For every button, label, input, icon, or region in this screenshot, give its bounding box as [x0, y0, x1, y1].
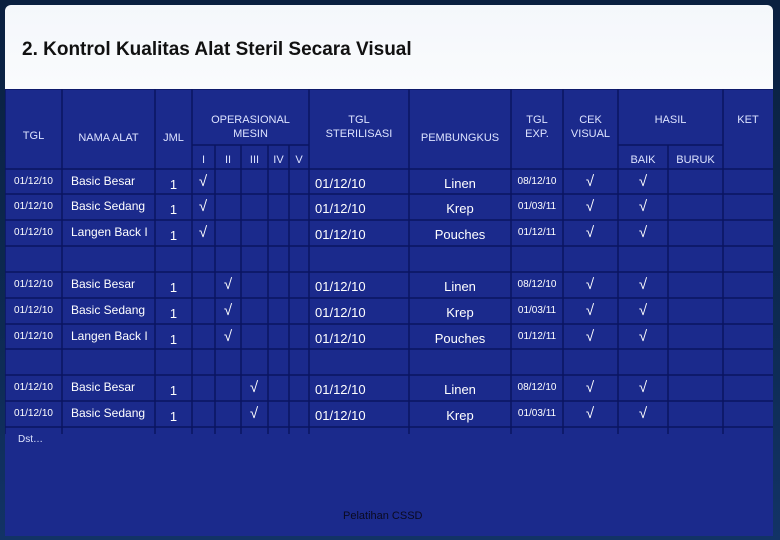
row-jml: 1 — [169, 306, 178, 321]
row-cek-visual-check: √ — [585, 379, 595, 396]
row-cek-visual-check: √ — [585, 328, 595, 345]
row-tgl-sterilisasi: 01/12/10 — [315, 279, 366, 294]
row-baik-check: √ — [638, 198, 648, 215]
row-tgl-exp: 01/03/11 — [517, 201, 557, 212]
row-tgl: 01/12/10 — [14, 279, 53, 290]
row-tgl-exp: 01/12/11 — [517, 331, 557, 342]
header-mesin-2: II — [224, 154, 232, 166]
row-mesin-check: √ — [223, 302, 233, 319]
row-pembungkus: Linen — [444, 176, 476, 191]
row-baik-check: √ — [638, 405, 648, 422]
row-tgl-sterilisasi: 01/12/10 — [315, 382, 366, 397]
header-mesin-5: V — [295, 154, 303, 166]
header-mesin-1: I — [201, 154, 206, 166]
row-cek-visual-check: √ — [585, 302, 595, 319]
header-tgl-sterilisasi-line2: STERILISASI — [325, 128, 393, 140]
header-tgl-sterilisasi — [309, 113, 409, 141]
row-baik-check: √ — [638, 328, 648, 345]
row-tgl: 01/12/10 — [14, 176, 53, 187]
header-mesin-4: IV — [273, 154, 284, 166]
row-baik-check: √ — [638, 173, 648, 190]
row-tgl-sterilisasi: 01/12/10 — [315, 176, 366, 191]
row-pembungkus: Krep — [446, 408, 474, 423]
row-pembungkus: Pouches — [434, 227, 486, 242]
row-mesin-check: √ — [198, 173, 208, 190]
row-tgl-exp: 01/03/11 — [517, 305, 557, 316]
footer-label: Pelatihan CSSD — [343, 510, 423, 522]
row-nama-alat: Basic Besar — [71, 277, 136, 291]
row-pembungkus: Krep — [446, 201, 474, 216]
row-jml: 1 — [169, 228, 178, 243]
row-cek-visual-check: √ — [585, 198, 595, 215]
header-baik: BAIK — [630, 154, 656, 166]
row-tgl-sterilisasi: 01/12/10 — [315, 227, 366, 242]
row-tgl: 01/12/10 — [14, 227, 53, 238]
row-cek-visual-check: √ — [585, 173, 595, 190]
header-cek-visual-line2: VISUAL — [570, 128, 611, 140]
row-cek-visual-check: √ — [585, 405, 595, 422]
row-baik-check: √ — [638, 224, 648, 241]
header-buruk: BURUK — [676, 154, 715, 166]
row-tgl: 01/12/10 — [14, 382, 53, 393]
row-jml: 1 — [169, 409, 178, 424]
row-tgl: 01/12/10 — [14, 408, 53, 419]
row-tgl-exp: 01/12/11 — [517, 227, 557, 238]
row-tgl-sterilisasi: 01/12/10 — [315, 331, 366, 346]
row-mesin-check: √ — [223, 328, 233, 345]
row-baik-check: √ — [638, 302, 648, 319]
row-mesin-check: √ — [249, 405, 259, 422]
header-cek-visual — [563, 113, 618, 141]
row-mesin-check: √ — [223, 276, 233, 293]
row-nama-alat: Basic Besar — [71, 380, 136, 394]
row-tgl: 01/12/10 — [14, 305, 53, 316]
row-nama-alat: Langen Back I — [71, 329, 148, 343]
row-nama-alat: Langen Back I — [71, 225, 148, 239]
header-nama-alat: NAMA ALAT — [78, 132, 139, 144]
header-operasional — [192, 113, 309, 141]
row-pembungkus: Linen — [444, 382, 476, 397]
header-hasil: HASIL — [654, 114, 687, 126]
row-mesin-check: √ — [198, 224, 208, 241]
row-mesin-check: √ — [249, 379, 259, 396]
header-tgl-sterilisasi-line1: TGL — [348, 114, 370, 126]
header-jml: JML — [163, 132, 184, 144]
row-mesin-check: √ — [198, 198, 208, 215]
header-tgl-exp — [511, 113, 563, 141]
page-title: 2. Kontrol Kualitas Alat Steril Secara Visual — [22, 39, 412, 60]
row-nama-alat: Basic Sedang — [71, 199, 146, 213]
header-operasional-line1: OPERASIONAL — [211, 114, 290, 126]
header-tgl-exp-line2: EXP. — [525, 128, 549, 140]
row-jml: 1 — [169, 383, 178, 398]
row-baik-check: √ — [638, 379, 648, 396]
row-nama-alat: Basic Besar — [71, 174, 136, 188]
row-pembungkus: Pouches — [434, 331, 486, 346]
row-pembungkus: Linen — [444, 279, 476, 294]
row-baik-check: √ — [638, 276, 648, 293]
row-nama-alat: Basic Sedang — [71, 303, 146, 317]
row-tgl: 01/12/10 — [14, 331, 53, 342]
row-cek-visual-check: √ — [585, 224, 595, 241]
row-tgl: 01/12/10 — [14, 201, 53, 212]
row-tgl-exp: 08/12/10 — [517, 176, 557, 187]
header-tgl: TGL — [22, 130, 45, 142]
header-cek-visual-line1: CEK — [579, 114, 602, 126]
row-tgl-exp: 08/12/10 — [517, 279, 557, 290]
row-jml: 1 — [169, 177, 178, 192]
header-pembungkus: PEMBUNGKUS — [420, 132, 500, 144]
header-operasional-line2: MESIN — [233, 128, 268, 140]
row-cek-visual-check: √ — [585, 276, 595, 293]
row-tgl-sterilisasi: 01/12/10 — [315, 201, 366, 216]
row-jml: 1 — [169, 332, 178, 347]
row-tgl-exp: 08/12/10 — [517, 382, 557, 393]
row-jml: 1 — [169, 202, 178, 217]
quality-control-table — [5, 89, 773, 536]
row-pembungkus: Krep — [446, 305, 474, 320]
continuation-note: Dst… — [18, 434, 43, 445]
row-nama-alat: Basic Sedang — [71, 406, 146, 420]
row-tgl-sterilisasi: 01/12/10 — [315, 305, 366, 320]
header-tgl-exp-line1: TGL — [526, 114, 548, 126]
row-tgl-exp: 01/03/11 — [517, 408, 557, 419]
row-jml: 1 — [169, 280, 178, 295]
header-ket: KET — [737, 114, 759, 126]
row-tgl-sterilisasi: 01/12/10 — [315, 408, 366, 423]
header-mesin-3: III — [249, 154, 260, 166]
